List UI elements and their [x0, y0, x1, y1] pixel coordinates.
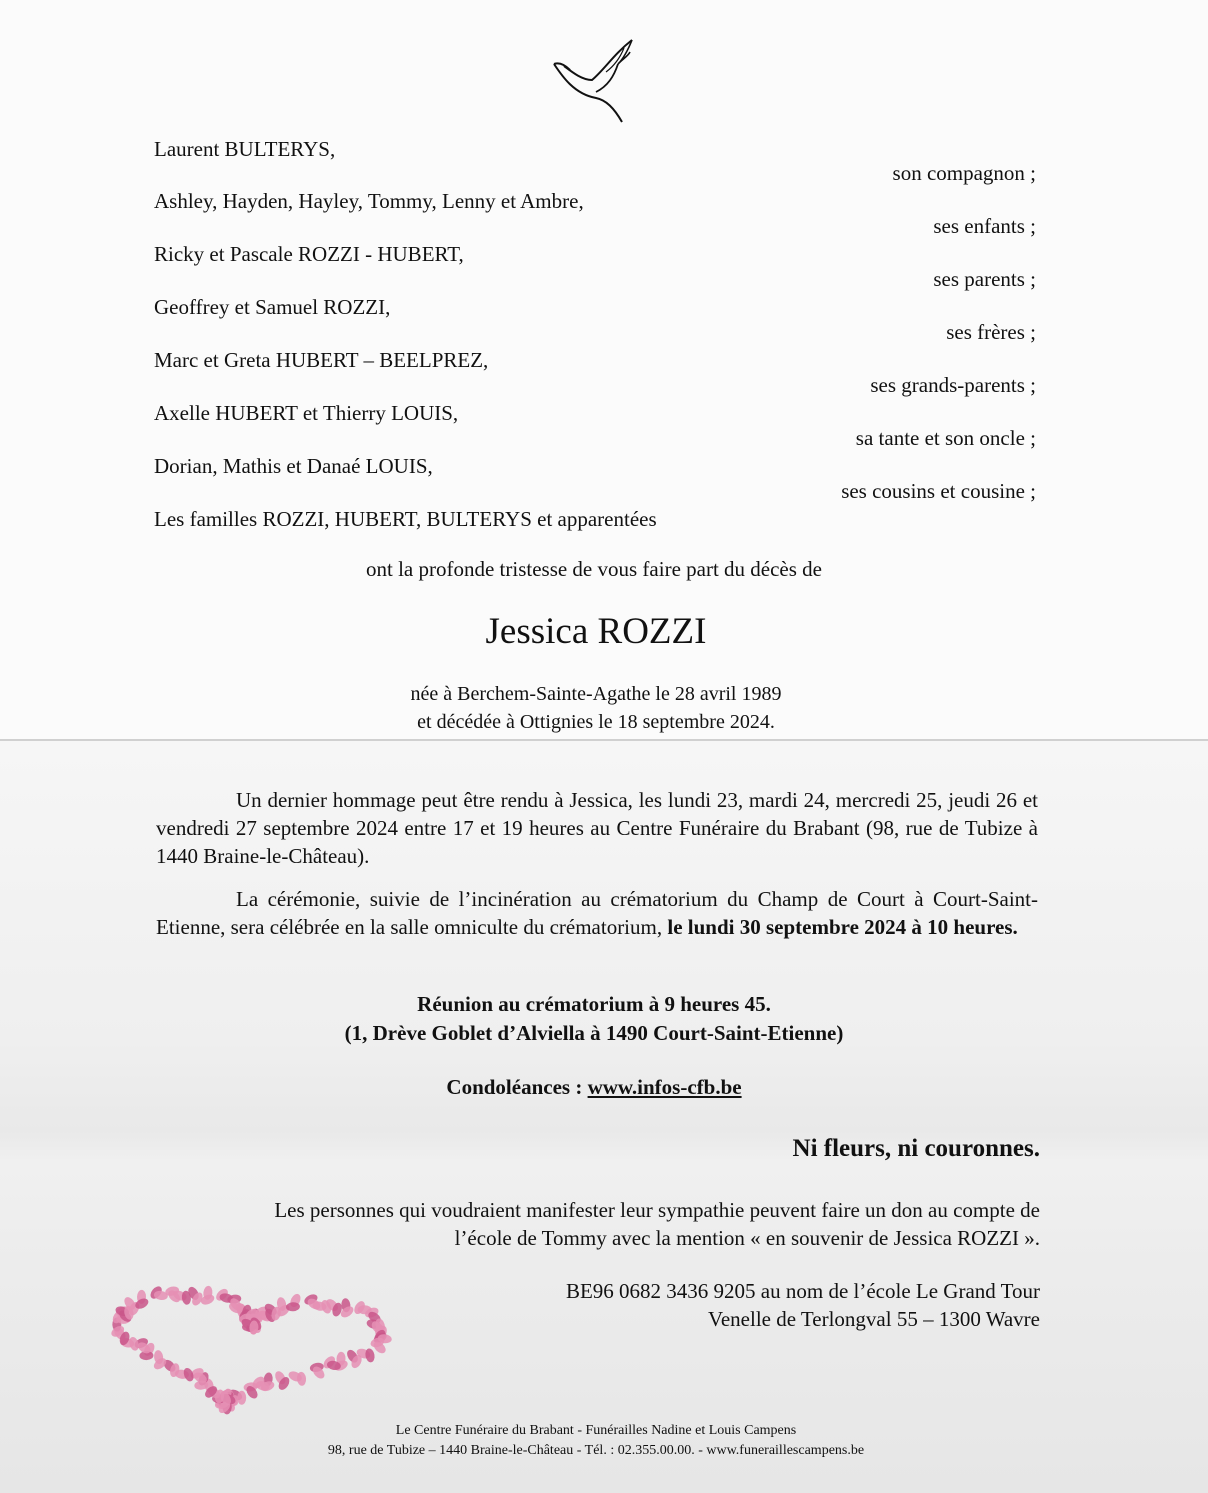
condolences-label: Condoléances :: [446, 1075, 588, 1099]
family-names: Geoffrey et Samuel ROZZI,: [154, 295, 391, 319]
bank-address: Venelle de Terlongval 55 – 1300 Wavre: [708, 1307, 1040, 1331]
ceremony-date: le lundi 30 septembre 2024 à 10 heures.: [667, 915, 1018, 939]
sympathy-text: [140, 1196, 1040, 1252]
family-relation: ses enfants ;: [933, 214, 1036, 238]
footer-line: 98, rue de Tubize – 1440 Braine-le-Château - Tél. : 02.355.00.00. - www.funeraillescampens.be: [327, 1443, 865, 1458]
dove-icon: [552, 36, 642, 128]
deceased-name: Jessica ROZZI: [485, 611, 707, 652]
condolences: [0, 1075, 1198, 1100]
announcement-intro: ont la profonde tristesse de vous faire part du décès de: [365, 557, 822, 581]
family-relation: son compagnon ;: [892, 161, 1036, 185]
family-relation: ses grands-parents ;: [870, 373, 1036, 397]
ceremony-paragraph: [156, 885, 1038, 941]
footer-line: Le Centre Funéraire du Brabant - Funérailles Nadine et Louis Campens: [395, 1423, 797, 1438]
birth-line: née à Berchem-Sainte-Agathe le 28 avril 1989: [410, 683, 782, 705]
family-names: Ricky et Pascale ROZZI - HUBERT,: [154, 242, 464, 266]
family-relation: sa tante et son oncle ;: [855, 426, 1036, 450]
flower-petal: [128, 1336, 141, 1352]
page-fold-line: [0, 739, 1208, 741]
funeral-home-footer: [0, 1421, 1200, 1461]
bank-account: BE96 0682 3436 9205 au nom de l’école Le Grand Tour: [565, 1279, 1040, 1303]
condolences-link[interactable]: www.infos-cfb.be: [587, 1075, 742, 1099]
meeting-info: [0, 990, 1198, 1048]
family-relation: ses parents ;: [933, 267, 1036, 291]
family-relation: ses cousins et cousine ;: [841, 479, 1036, 503]
ceremony-text: La cérémonie, suivie de l’incinération au crématorium du Champ de Court à Court-Saint-Etienne, sera célébrée en la salle omniculte du crématorium,: [156, 887, 1038, 939]
family-names: Marc et Greta HUBERT – BEELPREZ,: [154, 348, 489, 372]
family-names: Laurent BULTERYS,: [154, 137, 336, 161]
family-relation: ses frères ;: [946, 320, 1036, 344]
flower-heart-icon: [96, 1280, 396, 1420]
bank-details: [566, 1277, 1040, 1333]
family-names: Dorian, Mathis et Danaé LOUIS,: [154, 454, 433, 478]
family-names: Axelle HUBERT et Thierry LOUIS,: [154, 401, 459, 425]
tribute-paragraph: Un dernier hommage peut être rendu à Jessica, les lundi 23, mardi 24, mercredi 25, jeudi 26 et vendredi 27 septembre 2024 entre 17 et 19 heures au Centre Funéraire du Brabant (98, rue de Tubize à 1440 Braine-le-Château).: [156, 788, 1038, 868]
family-names: Les familles ROZZI, HUBERT, BULTERYS et apparentées: [154, 507, 657, 531]
flower-petal: [237, 1391, 246, 1405]
meeting-time: Réunion au crématorium à 9 heures 45.: [417, 992, 771, 1016]
family-names: Ashley, Hayden, Hayley, Tommy, Lenny et Ambre,: [154, 189, 584, 213]
meeting-address: (1, Drève Goblet d’Alviella à 1490 Court-Saint-Etienne): [344, 1021, 844, 1045]
sympathy-line: l’école de Tommy avec la mention « en souvenir de Jessica ROZZI ».: [454, 1226, 1040, 1250]
death-line: et décédée à Ottignies le 18 septembre 2024.: [417, 711, 775, 733]
no-flowers-notice: Ni fleurs, ni couronnes.: [792, 1135, 1040, 1162]
birth-death-dates: [0, 680, 1200, 736]
sympathy-line: Les personnes qui voudraient manifester leur sympathie peuvent faire un don au compte de: [274, 1198, 1040, 1222]
